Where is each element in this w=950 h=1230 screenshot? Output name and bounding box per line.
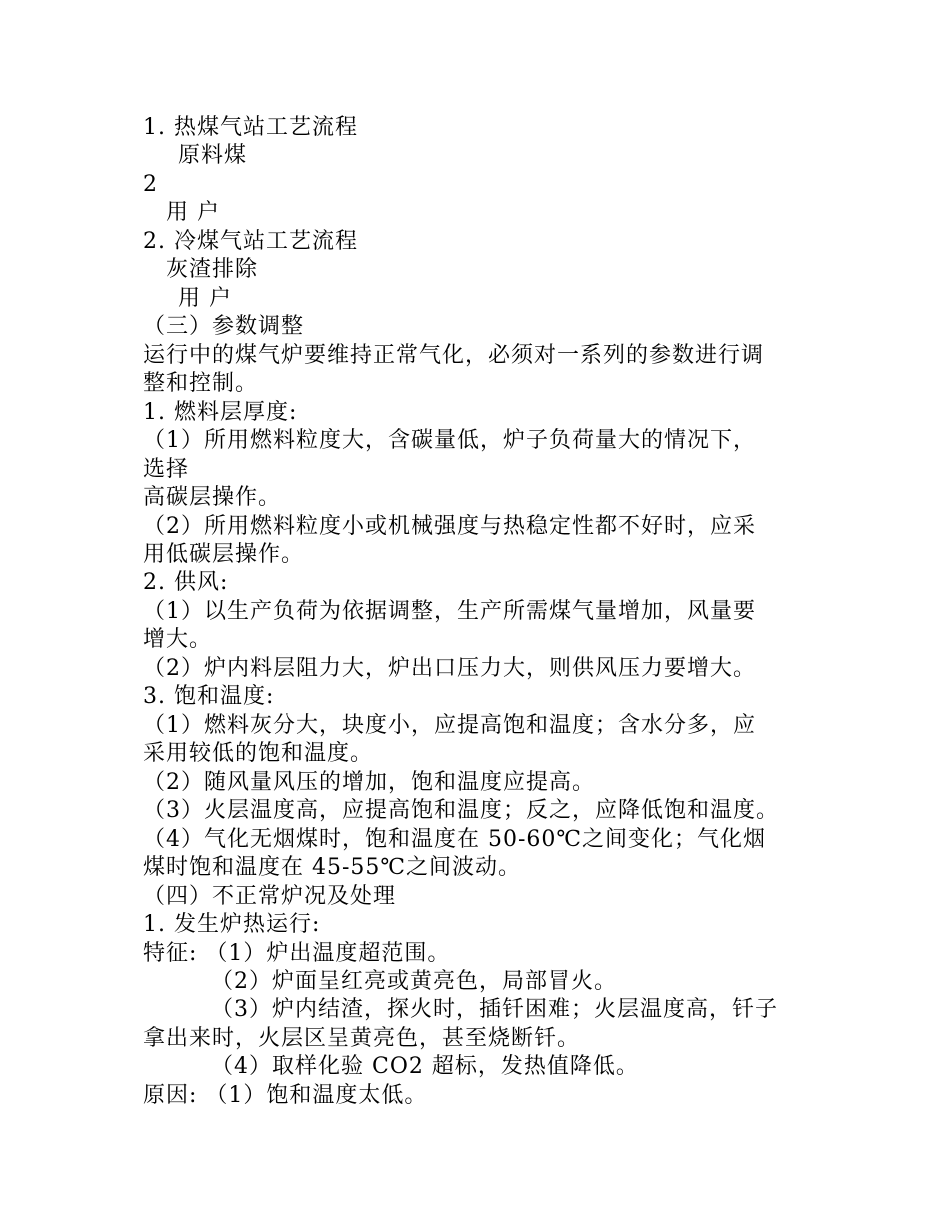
paragraph-line: 原因: （1）饱和温度太低。 — [143, 1083, 428, 1108]
paragraph-line: 运行中的煤气炉要维持正常气化，必须对一系列的参数进行调 — [143, 343, 765, 368]
paragraph-line: 特征: （1）炉出温度超范围。 — [143, 941, 451, 966]
flow-label-raw-coal: 原料煤 — [178, 143, 248, 168]
paragraph-line: （2）炉内料层阻力大，炉出口压力大，则供风压力要增大。 — [143, 656, 756, 681]
paragraph-line: （2）炉面呈红亮或黄亮色，局部冒火。 — [211, 969, 617, 994]
paragraph-line: （4）气化无烟煤时，饱和温度在 50-60℃之间变化；气化烟 — [143, 827, 767, 852]
paragraph-line: （4）取样化验 CO2 超标，发热值降低。 — [211, 1054, 639, 1079]
paragraph-line: （1）以生产负荷为依据调整，生产所需煤气量增加，风量要 — [143, 599, 756, 624]
paragraph-line: （2）所用燃料粒度小或机械强度与热稳定性都不好时，应采 — [143, 514, 756, 539]
heading-cold-gas-process: 2. 冷煤气站工艺流程 — [143, 229, 358, 254]
section-heading-parameter-adjustment: （三）参数调整 — [143, 314, 305, 339]
paragraph-line: （3）炉内结渣，探火时，插钎困难；火层温度高，钎子 — [211, 997, 778, 1022]
paragraph-line: 拿出来时，火层区呈黄亮色，甚至烧断钎。 — [143, 1026, 581, 1051]
subheading-saturation-temperature: 3. 饱和温度: — [143, 684, 275, 709]
flow-label-user: 用 户 — [178, 286, 232, 311]
section-heading-abnormal-conditions: （四）不正常炉况及处理 — [143, 884, 397, 909]
paragraph-line: 增大。 — [143, 627, 213, 652]
paragraph-line: 整和控制。 — [143, 371, 259, 396]
paragraph-line: （1）燃料灰分大，块度小，应提高饱和温度；含水分多，应 — [143, 713, 756, 738]
heading-hot-gas-process: 1. 热煤气站工艺流程 — [143, 115, 358, 140]
paragraph-line: （2）随风量风压的增加，饱和温度应提高。 — [143, 770, 595, 795]
flow-label-number: 2 — [143, 172, 158, 197]
flow-label-user: 用 户 — [166, 200, 220, 225]
paragraph-line: 采用较低的饱和温度。 — [143, 741, 374, 766]
paragraph-line: 用低碳层操作。 — [143, 542, 305, 567]
subheading-hot-running: 1. 发生炉热运行: — [143, 912, 321, 937]
paragraph-line: 选择 — [143, 457, 190, 482]
paragraph-line: （1）所用燃料粒度大，含碳量低，炉子负荷量大的情况下， — [143, 428, 756, 453]
paragraph-line: （3）火层温度高，应提高饱和温度；反之，应降低饱和温度。 — [143, 798, 779, 823]
subheading-fuel-layer: 1. 燃料层厚度: — [143, 400, 298, 425]
flow-label-ash-removal: 灰渣排除 — [166, 257, 259, 282]
subheading-air-supply: 2. 供风: — [143, 570, 229, 595]
paragraph-line: 煤时饱和温度在 45-55℃之间波动。 — [143, 855, 522, 880]
paragraph-line: 高碳层操作。 — [143, 485, 282, 510]
